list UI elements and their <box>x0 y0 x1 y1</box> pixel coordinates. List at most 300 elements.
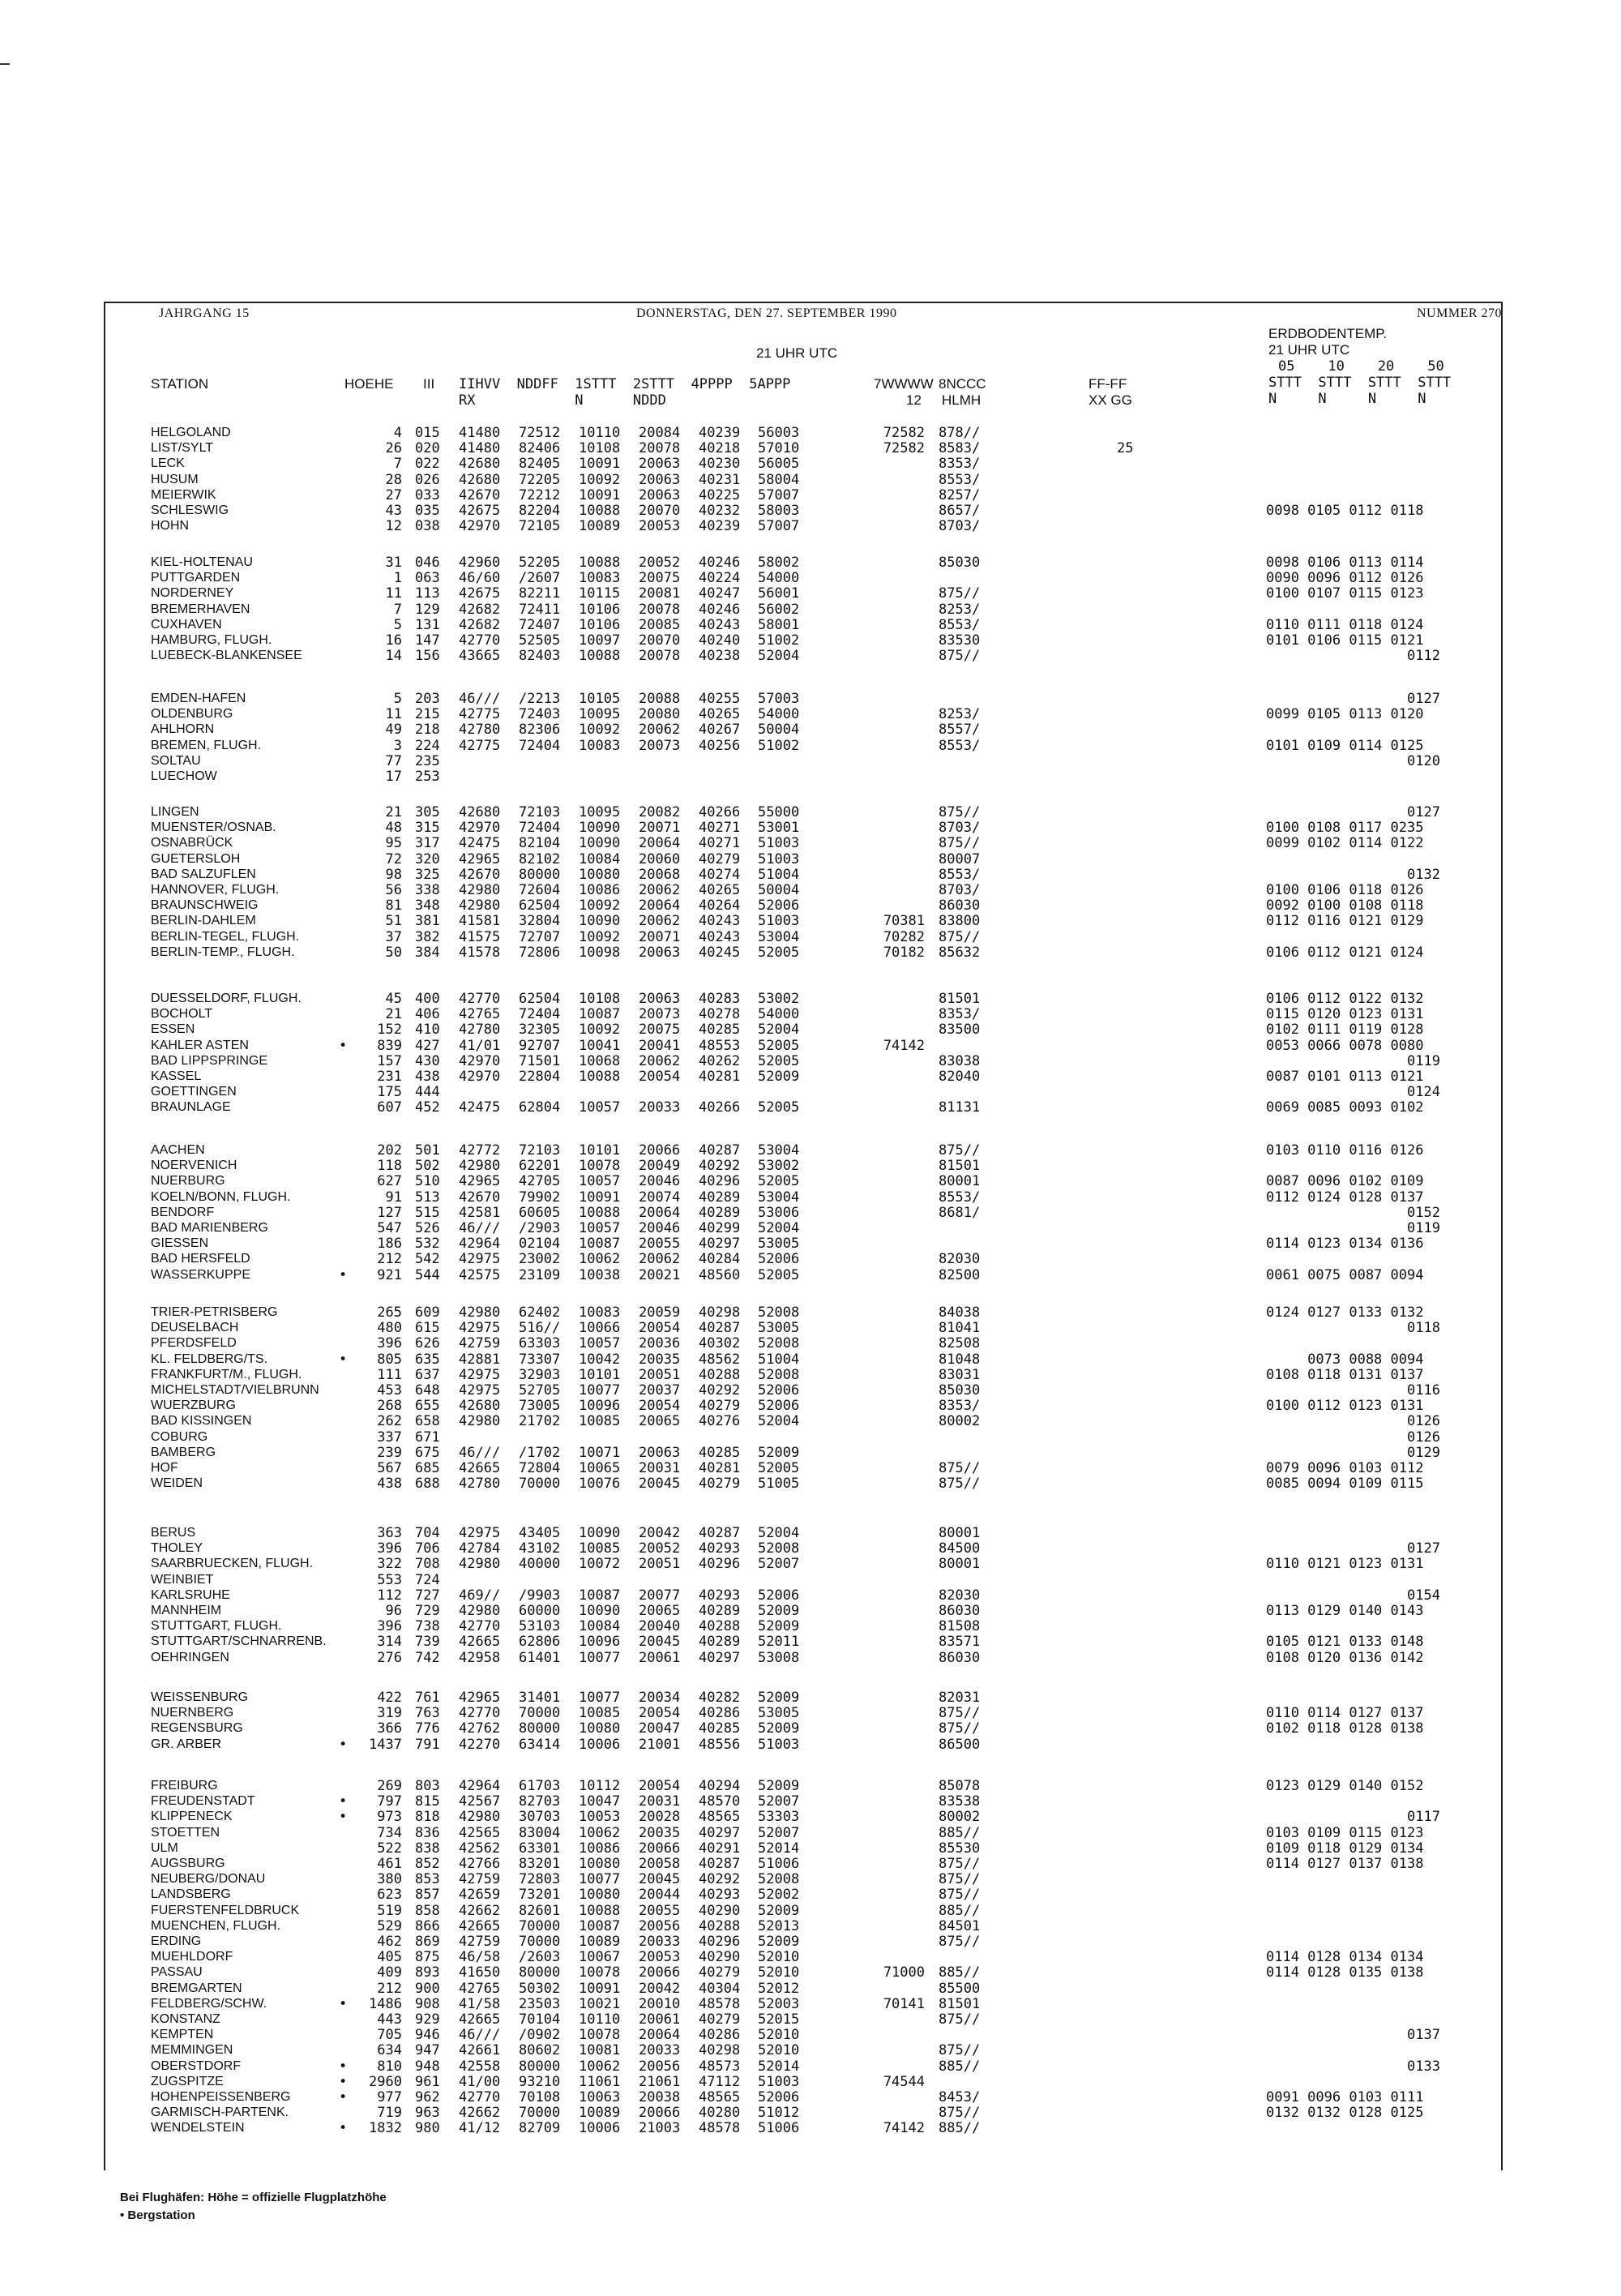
mountain-station-marker: • <box>339 1995 348 2012</box>
station-index: 513 <box>415 1189 440 1206</box>
station-row <box>0 1540 1621 1557</box>
synop-group: 53004 <box>758 1142 800 1159</box>
station-index: 317 <box>415 835 440 852</box>
synop-group: 32804 <box>519 913 561 930</box>
synop-group: 20074 <box>639 1189 681 1206</box>
synop-group: 70000 <box>519 1934 561 1950</box>
synop-group: 40239 <box>699 425 741 441</box>
synop-group: 48560 <box>699 1266 741 1283</box>
station-index: 727 <box>415 1587 440 1604</box>
station-index: 218 <box>415 722 440 739</box>
synop-group: 53303 <box>758 1809 800 1826</box>
station-name: THOLEY <box>151 1541 203 1556</box>
synop-group: 40218 <box>699 440 741 457</box>
synop-group: 72512 <box>519 425 561 441</box>
synop-group: 40297 <box>699 1649 741 1666</box>
synop-group: 42960 <box>459 555 501 571</box>
synop-group: 20073 <box>639 1006 681 1023</box>
synop-group: 20070 <box>639 632 681 649</box>
station-index: 729 <box>415 1603 440 1619</box>
synop-group: 53103 <box>519 1618 561 1635</box>
cloud-group: 875// <box>939 1720 981 1737</box>
synop-group: 51004 <box>758 1351 800 1368</box>
synop-group: 52205 <box>519 555 561 571</box>
synop-group: 20063 <box>639 486 681 503</box>
synop-group: 42964 <box>459 1236 501 1253</box>
synop-group: 10063 <box>579 2089 621 2105</box>
synop-group: 40304 <box>699 1980 741 1997</box>
station-name: WENDELSTEIN <box>151 2121 245 2135</box>
station-row <box>0 1398 1621 1414</box>
station-index: 156 <box>415 648 440 665</box>
synop-group: 82102 <box>519 850 561 867</box>
station-row <box>0 1069 1621 1085</box>
synop-group: 42565 <box>459 1824 501 1841</box>
synop-group: 20046 <box>639 1220 681 1236</box>
synop-group: 20047 <box>639 1720 681 1737</box>
station-name: HANNOVER, FLUGH. <box>151 883 280 897</box>
synop-group: 42965 <box>459 1690 501 1706</box>
station-index: 857 <box>415 1887 440 1904</box>
cloud-group: 85500 <box>939 1980 981 1997</box>
cloud-group: 885// <box>939 2120 981 2137</box>
station-row <box>0 1429 1621 1446</box>
synop-group: 40232 <box>699 503 741 519</box>
cloud-group: 83538 <box>939 1793 981 1810</box>
synop-group: 52014 <box>758 1840 800 1857</box>
station-row <box>0 518 1621 534</box>
synop-group: 56005 <box>758 456 800 473</box>
synop-group: 20071 <box>639 928 681 945</box>
soil-temperatures: 0112 <box>1266 648 1440 665</box>
station-name: BREMEN, FLUGH. <box>151 738 262 752</box>
synop-group: 52009 <box>758 1618 800 1635</box>
synop-group: 40296 <box>699 1934 741 1950</box>
synop-group: 42770 <box>459 2089 501 2105</box>
synop-group: 40271 <box>699 835 741 852</box>
station-index: 510 <box>415 1173 440 1190</box>
soil-temperatures: 0100 0107 0115 0123 <box>1266 585 1424 602</box>
synop-group: 20053 <box>639 518 681 535</box>
station-index: 035 <box>415 503 440 519</box>
station-height: 4 <box>393 425 402 441</box>
station-name: FREIBURG <box>151 1779 218 1793</box>
station-row <box>0 456 1621 472</box>
synop-group: 10080 <box>579 1856 621 1872</box>
synop-group: 20037 <box>639 1382 681 1399</box>
soil-temperatures: 0073 0088 0094 <box>1266 1351 1424 1368</box>
station-row <box>0 753 1621 769</box>
synop-group: 20038 <box>639 2089 681 2105</box>
station-name: COBURG <box>151 1429 208 1444</box>
synop-group: 21003 <box>639 2120 681 2137</box>
synop-group: 41/12 <box>459 2120 501 2137</box>
station-row <box>0 1335 1621 1351</box>
synop-group: 52004 <box>758 648 800 665</box>
station-height: 268 <box>377 1398 402 1415</box>
synop-group: 10091 <box>579 1189 621 1206</box>
synop-group: 10095 <box>579 804 621 820</box>
synop-group: 10080 <box>579 866 621 883</box>
synop-group: 52014 <box>758 2058 800 2075</box>
station-height: 805 <box>377 1351 402 1368</box>
station-row <box>0 1556 1621 1572</box>
weather-group: 70381 <box>883 913 925 930</box>
synop-group: 20078 <box>639 440 681 457</box>
synop-group: 63301 <box>519 1840 561 1857</box>
station-name: BAD LIPPSPRINGE <box>151 1053 268 1068</box>
synop-group: 80000 <box>519 1964 561 1981</box>
synop-group: 10088 <box>579 648 621 665</box>
synop-group: 10106 <box>579 601 621 618</box>
station-height: 118 <box>377 1158 402 1175</box>
synop-group: 40293 <box>699 1587 741 1604</box>
station-row <box>0 1476 1621 1492</box>
synop-group: 53001 <box>758 820 800 837</box>
synop-group: 40299 <box>699 1220 741 1236</box>
mountain-station-marker: • <box>339 2073 348 2090</box>
weather-group: 74142 <box>883 1037 925 1054</box>
synop-group: 02104 <box>519 1236 561 1253</box>
station-row <box>0 769 1621 785</box>
synop-group: 40296 <box>699 1173 741 1190</box>
synop-group: 10071 <box>579 1444 621 1461</box>
synop-group: 40264 <box>699 897 741 915</box>
synop-group: 58002 <box>758 555 800 571</box>
station-name: KL. FELDBERG/TS. <box>151 1351 268 1366</box>
station-name: NEUBERG/DONAU <box>151 1872 266 1887</box>
station-index: 763 <box>415 1705 440 1722</box>
synop-group: 21702 <box>519 1413 561 1430</box>
station-index: 838 <box>415 1840 440 1857</box>
station-height: 337 <box>377 1429 402 1446</box>
station-row <box>0 570 1621 586</box>
station-name: BRAUNSCHWEIG <box>151 898 259 913</box>
station-index: 893 <box>415 1964 440 1981</box>
synop-group: 50004 <box>758 722 800 739</box>
station-index: 063 <box>415 570 440 587</box>
station-name: BOCHOLT <box>151 1007 213 1022</box>
synop-group: 20055 <box>639 1902 681 1919</box>
synop-group: 72803 <box>519 1871 561 1888</box>
weather-12-header: 12 <box>906 392 922 408</box>
synop-group: 80000 <box>519 1720 561 1737</box>
synop-group: 10101 <box>579 1366 621 1383</box>
synop-group: 41578 <box>459 944 501 961</box>
synop-group: 30703 <box>519 1809 561 1826</box>
synop-group: 40287 <box>699 1525 741 1541</box>
cloud-group: 86030 <box>939 897 981 915</box>
station-index: 020 <box>415 440 440 457</box>
synop-group: 31401 <box>519 1690 561 1706</box>
cloud-group: 81501 <box>939 991 981 1007</box>
synop-group: 10085 <box>579 1540 621 1557</box>
cloud-group: 85030 <box>939 1382 981 1399</box>
station-name: HAMBURG, FLUGH. <box>151 633 272 647</box>
synop-group: 42780 <box>459 1022 501 1039</box>
station-name: DUESSELDORF, FLUGH. <box>151 992 302 1005</box>
synop-group: 10085 <box>579 1413 621 1430</box>
station-height: 405 <box>377 1949 402 1966</box>
cloud-group: 8257/ <box>939 486 981 503</box>
synop-group: 40294 <box>699 1778 741 1794</box>
synop-group: 20063 <box>639 456 681 473</box>
station-name: BAD HERSFELD <box>151 1252 250 1266</box>
soil-temperatures: 0085 0094 0109 0115 <box>1266 1476 1424 1493</box>
synop-group: 20064 <box>639 897 681 915</box>
station-index: 427 <box>415 1037 440 1054</box>
synop-group: 72707 <box>519 928 561 945</box>
edge-mark <box>0 63 10 65</box>
cloud-header: 8NCCC <box>939 376 986 392</box>
synop-group: 41480 <box>459 425 501 441</box>
synop-group: 40287 <box>699 1142 741 1159</box>
synop-group: 51003 <box>758 1736 800 1753</box>
synop-group: 48578 <box>699 1995 741 2012</box>
synop-group: 20035 <box>639 1351 681 1368</box>
station-row <box>0 1267 1621 1283</box>
station-name: SAARBRUECKEN, FLUGH. <box>151 1557 314 1571</box>
synop-group: 41575 <box>459 928 501 945</box>
synop-group: 10088 <box>579 503 621 519</box>
station-height: 607 <box>377 1099 402 1116</box>
soil-temperatures: 0126 <box>1266 1429 1440 1446</box>
station-row <box>0 1603 1621 1619</box>
station-height: 17 <box>385 769 402 785</box>
station-height: 262 <box>377 1413 402 1430</box>
weather-group: 70182 <box>883 944 925 961</box>
station-name: SOLTAU <box>151 753 201 768</box>
station-row <box>0 2011 1621 2028</box>
synop-group: 20040 <box>639 1618 681 1635</box>
synop-group: 20063 <box>639 471 681 488</box>
station-height: 77 <box>385 752 402 769</box>
synop-group: 42765 <box>459 1980 501 1997</box>
station-name: WUERZBURG <box>151 1399 236 1413</box>
station-height: 91 <box>385 1189 402 1206</box>
synop-group: 20066 <box>639 2105 681 2122</box>
station-height: 21 <box>385 1006 402 1023</box>
station-name: MUEHLDORF <box>151 1950 233 1964</box>
synop-group: 10038 <box>579 1266 621 1283</box>
synop-group: 40279 <box>699 1964 741 1981</box>
station-index: 675 <box>415 1444 440 1461</box>
synop-group: 40271 <box>699 820 741 837</box>
synop-group: 10088 <box>579 1204 621 1221</box>
synop-group: 52008 <box>758 1335 800 1352</box>
station-height: 28 <box>385 471 402 488</box>
station-row <box>0 1720 1621 1737</box>
station-name: LECK <box>151 456 185 471</box>
synop-group: 10076 <box>579 1476 621 1493</box>
station-index: 410 <box>415 1022 440 1039</box>
synop-group: 20061 <box>639 2011 681 2028</box>
soil-temperatures: 0137 <box>1266 2027 1440 2044</box>
synop-group: 20052 <box>639 1540 681 1557</box>
station-index: 515 <box>415 1204 440 1221</box>
synop-group: 40287 <box>699 1320 741 1337</box>
cloud-group: 8553/ <box>939 471 981 488</box>
soil-temperatures: 0087 0096 0102 0109 <box>1266 1173 1424 1190</box>
synop-group: 42661 <box>459 2042 501 2059</box>
station-index: 615 <box>415 1320 440 1337</box>
station-height: 5 <box>393 691 402 707</box>
station-index: 253 <box>415 769 440 785</box>
cloud-group: 875// <box>939 1856 981 1872</box>
synop-group: 20064 <box>639 1204 681 1221</box>
station-row <box>0 1572 1621 1588</box>
synop-group: 40288 <box>699 1618 741 1635</box>
station-row <box>0 440 1621 456</box>
synop-group: 53005 <box>758 1236 800 1253</box>
station-index: 818 <box>415 1809 440 1826</box>
synop-group: 40278 <box>699 1006 741 1023</box>
station-index: 502 <box>415 1158 440 1175</box>
synop-group: 46/60 <box>459 570 501 587</box>
observation-time: 21 UHR UTC <box>756 345 838 361</box>
synop-group: 40292 <box>699 1871 741 1888</box>
station-index: 325 <box>415 866 440 883</box>
synop-group: 52005 <box>758 1173 800 1190</box>
synop-group: 20073 <box>639 737 681 754</box>
station-height: 2960 <box>369 2073 402 2090</box>
station-height: 363 <box>377 1525 402 1541</box>
synop-group: 54000 <box>758 706 800 723</box>
cloud-group: 875// <box>939 1142 981 1159</box>
station-index: 929 <box>415 2011 440 2028</box>
synop-group: 20034 <box>639 1690 681 1706</box>
synop-group: 52008 <box>758 1871 800 1888</box>
station-name: FELDBERG/SCHW. <box>151 1996 267 2011</box>
synop-group: 42772 <box>459 1142 501 1159</box>
synop-group: 10090 <box>579 1525 621 1541</box>
synop-group: 20054 <box>639 1705 681 1722</box>
station-name: BERUS <box>151 1526 196 1540</box>
synop-group: 40281 <box>699 1460 741 1476</box>
synop-group: 42975 <box>459 1525 501 1541</box>
station-height: 27 <box>385 486 402 503</box>
cloud-group: 875// <box>939 1476 981 1493</box>
synop-group: 10085 <box>579 1705 621 1722</box>
synop-group: 22804 <box>519 1069 561 1085</box>
synop-group: 40256 <box>699 737 741 754</box>
station-index: 704 <box>415 1525 440 1541</box>
group-header-2: RX N NDDD <box>459 392 666 409</box>
synop-group: 40283 <box>699 991 741 1007</box>
station-row <box>0 1351 1621 1368</box>
synop-group: 42562 <box>459 1840 501 1857</box>
synop-group: 20077 <box>639 1587 681 1604</box>
station-height: 43 <box>385 503 402 519</box>
station-row <box>0 648 1621 664</box>
synop-group: 10092 <box>579 1022 621 1039</box>
synop-group: 10087 <box>579 1006 621 1023</box>
synop-group: 72806 <box>519 944 561 961</box>
station-name: HOHENPEISSENBERG <box>151 2090 291 2104</box>
soil-temperatures: 0109 0118 0129 0134 <box>1266 1840 1424 1857</box>
synop-group: 52011 <box>758 1634 800 1651</box>
station-index: 381 <box>415 913 440 930</box>
synop-group: 42665 <box>459 2011 501 2028</box>
station-row <box>0 991 1621 1007</box>
soil-temperatures: 0127 <box>1266 691 1440 707</box>
synop-group: 42770 <box>459 991 501 1007</box>
station-name: BERLIN-DAHLEM <box>151 914 256 928</box>
cloud-group: 8453/ <box>939 2089 981 2105</box>
synop-group: 20064 <box>639 835 681 852</box>
station-row <box>0 820 1621 836</box>
station-row <box>0 1251 1621 1267</box>
soil-temperatures: 0092 0100 0108 0118 <box>1266 897 1424 915</box>
synop-group: /1702 <box>519 1444 561 1461</box>
synop-group: 40243 <box>699 616 741 633</box>
synop-group: 40281 <box>699 1069 741 1085</box>
synop-group: 52005 <box>758 1460 800 1476</box>
synop-group: 48562 <box>699 1351 741 1368</box>
synop-group: 52010 <box>758 1964 800 1981</box>
synop-group: 10006 <box>579 1736 621 1753</box>
gust-header: FF-FF <box>1089 376 1127 392</box>
synop-group: 20078 <box>639 601 681 618</box>
weather-group: 74544 <box>883 2073 925 2090</box>
station-height: 810 <box>377 2058 402 2075</box>
cloud-group: 885// <box>939 1964 981 1981</box>
station-index: 739 <box>415 1634 440 1651</box>
station-height: 1486 <box>369 1995 402 2012</box>
station-name: LIST/SYLT <box>151 441 214 456</box>
soil-temperatures: 0102 0111 0119 0128 <box>1266 1022 1424 1039</box>
synop-group: 41/58 <box>459 1995 501 2012</box>
synop-group: 42270 <box>459 1736 501 1753</box>
soil-temperatures: 0100 0106 0118 0126 <box>1266 882 1424 898</box>
station-index: 776 <box>415 1720 440 1737</box>
synop-group: 43665 <box>459 648 501 665</box>
cloud-group: 82030 <box>939 1251 981 1268</box>
soil-temperatures: 0106 0112 0121 0124 <box>1266 944 1424 961</box>
station-name: FRANKFURT/M., FLUGH. <box>151 1367 302 1381</box>
station-row <box>0 1903 1621 1919</box>
station-height: 269 <box>377 1778 402 1794</box>
synop-group: 52010 <box>758 2027 800 2044</box>
volume-label: JAHRGANG 15 <box>159 306 250 320</box>
station-height: 157 <box>377 1052 402 1069</box>
station-index: 382 <box>415 928 440 945</box>
synop-group: 42975 <box>459 1382 501 1399</box>
synop-group: 10110 <box>579 425 621 441</box>
height-header: HOEHE <box>344 376 394 392</box>
soil-temperatures: 0105 0121 0133 0148 <box>1266 1634 1424 1651</box>
station-index: 542 <box>415 1251 440 1268</box>
synop-group: 40246 <box>699 601 741 618</box>
station-name: MEIERWIK <box>151 487 216 502</box>
synop-group: 42958 <box>459 1649 501 1666</box>
cloud-group: 82500 <box>939 1266 981 1283</box>
synop-group: 40298 <box>699 2042 741 2059</box>
station-height: 319 <box>377 1705 402 1722</box>
station-name: LUECHOW <box>151 769 217 783</box>
synop-group: 80000 <box>519 2058 561 2075</box>
station-height: 438 <box>377 1476 402 1493</box>
issue-number: NUMMER 270 <box>1417 306 1503 320</box>
station-header: STATION <box>151 376 209 392</box>
synop-group: 52009 <box>758 1902 800 1919</box>
synop-group: 72404 <box>519 737 561 754</box>
synop-group: 40289 <box>699 1189 741 1206</box>
station-row <box>0 632 1621 649</box>
station-height: 396 <box>377 1618 402 1635</box>
synop-group: 51003 <box>758 913 800 930</box>
station-height: 202 <box>377 1142 402 1159</box>
